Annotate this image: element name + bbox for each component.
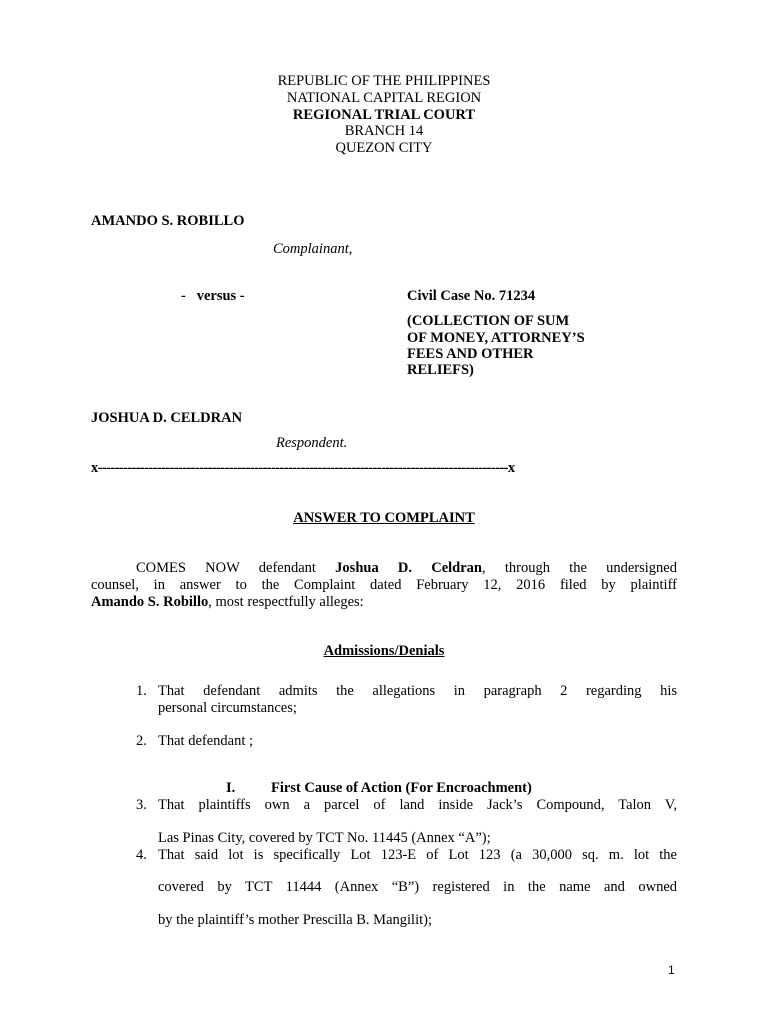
item-text: That defendant ; [158,733,254,749]
intro-line-1 [136,560,677,577]
complainant-name: AMANDO S. ROBILLO [91,213,245,229]
caption-separator: x-------------------------------------------------------------------------------------------------x [91,460,515,476]
section-heading-admissions: Admissions/Denials [323,643,445,659]
item-text: covered by TCT 11444 (Annex “B”) registered in the name and owned [158,879,677,895]
versus-label: - versus - [181,288,245,304]
case-number: Civil Case No. 71234 [407,288,536,304]
case-nature-line: OF MONEY, ATTORNEY’S [407,330,585,346]
cause-roman-numeral: I. [226,780,236,796]
court-header-region: NATIONAL CAPITAL REGION [286,90,482,106]
court-header-republic: REPUBLIC OF THE PHILIPPINES [277,73,491,89]
cause-title: First Cause of Action (For Encroachment) [271,780,532,796]
page-number: 1 [668,963,675,977]
court-header-court: REGIONAL TRIAL COURT [292,107,476,123]
complainant-role: Complainant, [273,241,353,257]
intro-text: , most respectfully alleges: [208,594,364,610]
document-title: ANSWER TO COMPLAINT [293,510,475,526]
item-text: personal circumstances; [158,700,297,716]
respondent-name: JOSHUA D. CELDRAN [91,410,243,426]
item-text: That defendant admits the allegations in paragraph 2 regarding his [158,683,677,699]
item-number: 1. [136,683,147,699]
court-header-city: QUEZON CITY [335,140,433,156]
item-text: by the plaintiff’s mother Prescilla B. Mangilit); [158,912,432,928]
defendant-name: Joshua D. Celdran [335,560,482,576]
item-number: 4. [136,847,147,863]
intro-line-3 [91,594,364,611]
item-number: 3. [136,797,147,813]
plaintiff-name: Amando S. Robillo [91,594,209,610]
intro-line-2: counsel, in answer to the Complaint dated February 12, 2016 filed by plaintiff [91,577,677,593]
court-header-branch: BRANCH 14 [344,123,424,139]
respondent-role: Respondent. [276,435,348,451]
item-text: Las Pinas City, covered by TCT No. 11445 (Annex “A”); [158,830,491,846]
case-nature-line: (COLLECTION OF SUM [407,313,570,329]
case-nature-line: RELIEFS) [407,362,474,378]
intro-text: , through the undersigned [482,560,677,576]
item-number: 2. [136,733,147,749]
intro-text: COMES NOW defendant [136,560,336,576]
case-nature-line: FEES AND OTHER [407,346,534,362]
item-text: That plaintiffs own a parcel of land inside Jack’s Compound, Talon V, [158,797,677,813]
item-text: That said lot is specifically Lot 123-E of Lot 123 (a 30,000 sq. m. lot the [158,847,677,863]
